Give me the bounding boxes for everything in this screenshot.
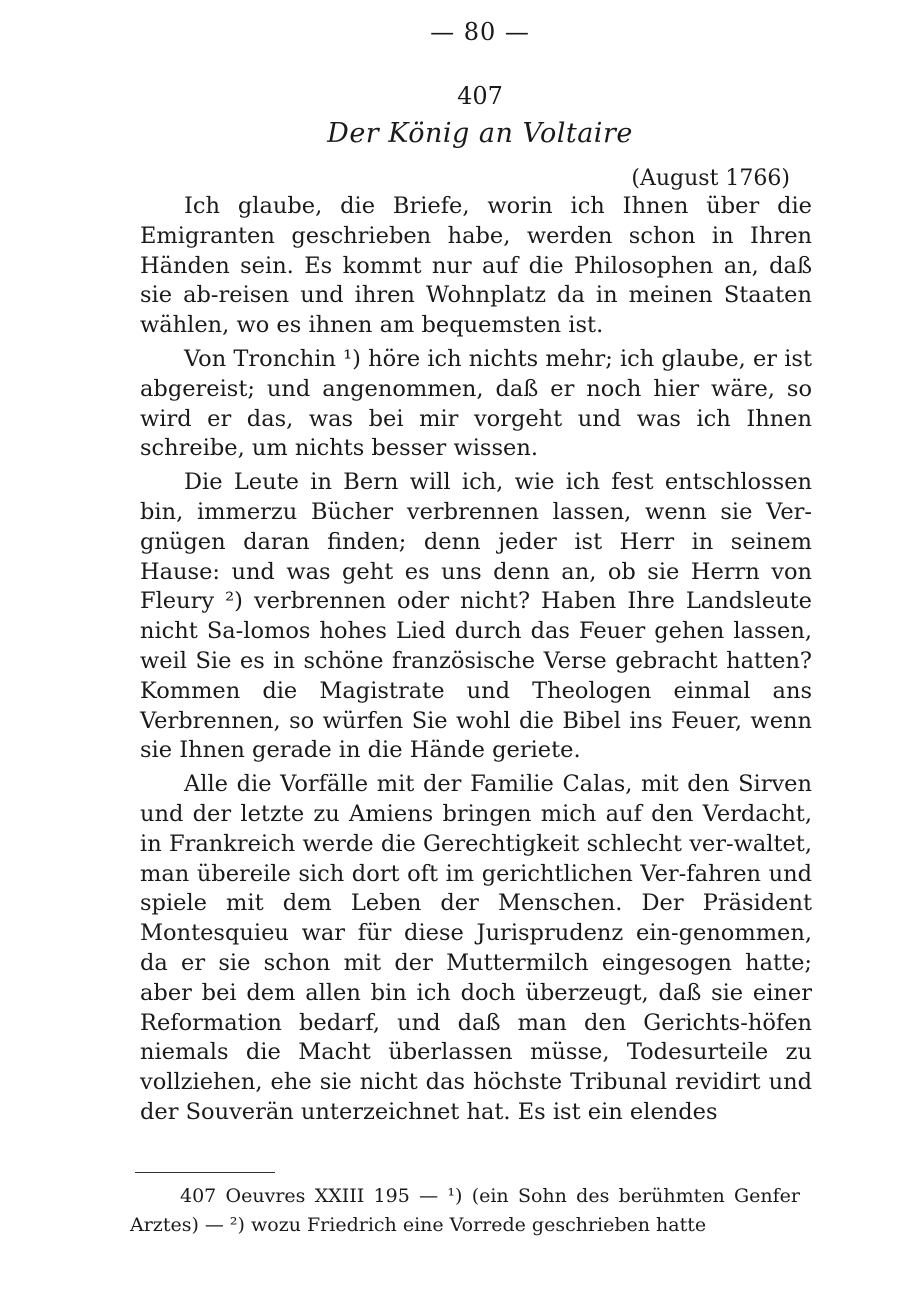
letter-body [140, 192, 812, 1128]
paragraph: Von Tronchin ¹) höre ich nichts mehr; ich glaube, er ist abgereist; und angenommen, daß er noch hier wäre, so wird er das, was bei mir vorgeht und was ich Ihnen schreibe, um nichts besser wissen. [140, 345, 812, 462]
footnote-divider [135, 1172, 275, 1173]
footnote-text: 407 Oeuvres XXIII 195 — ¹) (ein Sohn des berühmten Genfer Arztes) — ²) wozu Friedrich eine Vorrede geschrieben hatte [130, 1185, 800, 1236]
footnotes [130, 1182, 800, 1240]
paragraph: Die Leute in Bern will ich, wie ich fest entschlossen bin, immerzu Bücher verbrennen lassen, wenn sie Ver-gnügen daran finden; denn jeder ist Herr in seinem Hause: und was geht es uns denn an, ob sie Herrn von Fleury ²) verbrennen oder nicht? Haben Ihre Landsleute nicht Sa-lomos hohes Lied durch das Feuer gehen lassen, weil Sie es in schöne französische Verse gebracht hatten? Kommen die Magistrate und Theologen einmal ans Verbrennen, so würfen Sie wohl die Bibel ins Feuer, wenn sie Ihnen gerade in die Hände geriete. [140, 469, 812, 764]
paragraph: Alle die Vorfälle mit der Familie Calas, mit den Sirven und der letzte zu Amiens bringen mich auf den Verdacht, in Frankreich werde die Gerechtigkeit schlecht ver-waltet, man übereile sich dort oft im gerichtlichen Ver-fahren und spiele mit dem Leben der Menschen. Der Präsident Montesquieu war für diese Jurisprudenz ein-genommen, da er sie schon mit der Muttermilch eingesogen hatte; aber bei dem allen bin ich doch überzeugt, daß sie einer Reformation bedarf, und daß man den Gerichts-höfen niemals die Macht überlassen müsse, Todesurteile zu vollziehen, ehe sie nicht das höchste Tribunal revidirt und der Souverän unterzeichnet hat. Es ist ein elendes [140, 771, 812, 1125]
letter-title: Der König an Voltaire [327, 118, 633, 149]
letter-number: 407 [457, 82, 503, 110]
page-number: — 80 — [430, 18, 530, 46]
letter-date: (August 1766) [631, 166, 790, 191]
paragraph: Ich glaube, die Briefe, worin ich Ihnen über die Emigranten geschrieben habe, werden schon in Ihren Händen sein. Es kommt nur auf die Philosophen an, daß sie ab-reisen und ihren Wohnplatz da in meinen Staaten wählen, wo es ihnen am bequemsten ist. [140, 193, 812, 339]
